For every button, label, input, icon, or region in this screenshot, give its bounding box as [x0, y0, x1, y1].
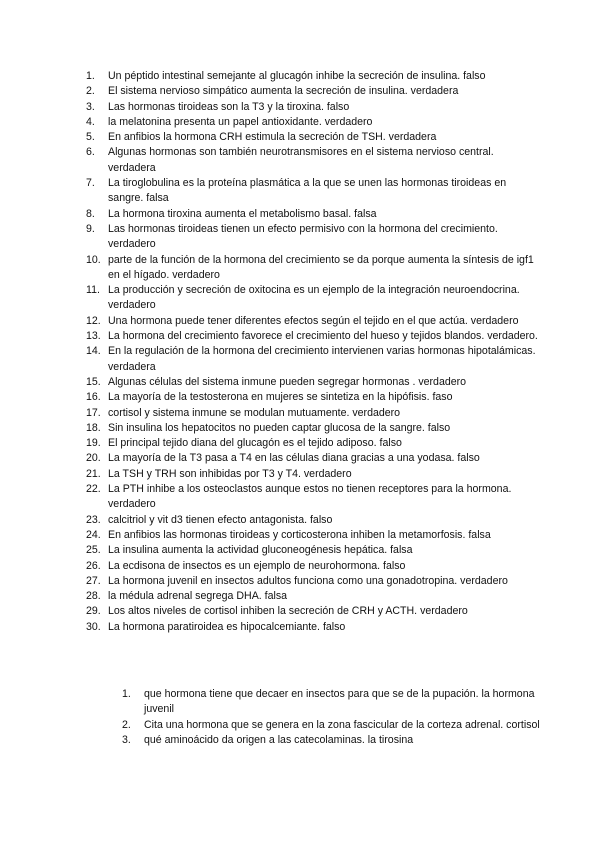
list-item-text: La mayoría de la T3 pasa a T4 en las células diana gracias a una yodasa. falso [108, 452, 480, 465]
statement-item [86, 145, 538, 176]
list-item-number: 30. [86, 620, 101, 633]
list-item-text: que hormona tiene que decaer en insectos para que se de la pupación. la hormona juvenil [144, 688, 535, 716]
statement-item [86, 604, 538, 619]
list-item-number: 27. [86, 574, 101, 587]
statement-item [86, 421, 538, 436]
list-item-text: El principal tejido diana del glucagón es el tejido adiposo. falso [108, 437, 402, 450]
list-item-text: La producción y secreción de oxitocina es un ejemplo de la integración neuroendocrina. verdadero [108, 284, 520, 312]
list-item-number: 2. [86, 85, 95, 98]
list-item-number: 16. [86, 391, 101, 404]
list-item-text: Las hormonas tiroideas tienen un efecto permisivo con la hormona del crecimiento. verdadero [108, 222, 498, 251]
list-item-number: 28. [86, 590, 101, 603]
list-item-text: Sin insulina los hepatocitos no pueden captar glucosa de la sangre. falso [108, 421, 451, 434]
statement-item [86, 283, 538, 314]
statement-item [86, 69, 538, 84]
list-item-text: La hormona paratiroidea es hipocalcemiante. falso [108, 620, 346, 633]
statement-item [86, 513, 538, 528]
list-item-text: En anfibios la hormona CRH estimula la secreción de TSH. verdadera [108, 131, 437, 144]
statement-item [86, 406, 538, 421]
list-item-text: qué aminoácido da origen a las catecolaminas. la tirosina [144, 733, 414, 746]
statement-item [86, 207, 538, 222]
list-item-text: La insulina aumenta la actividad gluconeogénesis hepática. falsa [108, 544, 413, 557]
list-item-text: La hormona tiroxina aumenta el metabolismo basal. falsa [108, 207, 377, 220]
list-item-number: 6. [86, 146, 95, 159]
list-item-text: El sistema nervioso simpático aumenta la secreción de insulina. verdadera [108, 85, 459, 98]
list-item-number: 1. [122, 688, 131, 700]
list-item-text: La tiroglobulina es la proteína plasmática a la que se unen las hormonas tiroideas en sangre. falsa [108, 177, 507, 205]
list-item-text: cortisol y sistema inmune se modulan mutuamente. verdadero [108, 406, 401, 419]
list-item-number: 9. [86, 222, 95, 235]
list-item-number: 25. [86, 544, 101, 557]
statement-item [86, 574, 538, 589]
list-item-text: La TSH y TRH son inhibidas por T3 y T4. verdadero [108, 467, 352, 480]
statement-item [86, 115, 538, 130]
statement-item [86, 559, 538, 574]
list-item-number: 5. [86, 131, 95, 144]
list-item-number: 2. [122, 718, 131, 731]
list-item-number: 11. [86, 284, 100, 297]
list-item-text: Un péptido intestinal semejante al glucagón inhibe la secreción de insulina. falso [108, 70, 486, 82]
question-item [122, 718, 542, 733]
list-item-number: 21. [86, 467, 101, 480]
list-item-number: 7. [86, 177, 95, 190]
list-item-text: Algunas células del sistema inmune pueden segregar hormonas . verdadero [108, 375, 467, 388]
statement-item [86, 451, 538, 466]
question-item [122, 687, 542, 718]
list-item-text: La hormona del crecimiento favorece el crecimiento del hueso y tejidos blandos. verdadero. [108, 330, 538, 343]
list-item-text: parte de la función de la hormona del crecimiento se da porque aumenta la síntesis de igf1 en el hígado. verdadero [108, 253, 534, 281]
list-item-number: 1. [86, 70, 95, 82]
list-item-number: 23. [86, 513, 101, 526]
list-item-number: 8. [86, 207, 95, 220]
list-item-number: 26. [86, 559, 101, 572]
list-item-text: Cita una hormona que se genera en la zona fascicular de la corteza adrenal. cortisol [144, 718, 540, 731]
list-item-text: La mayoría de la testosterona en mujeres se sintetiza en la hipófisis. faso [108, 391, 453, 404]
list-item-text: la médula adrenal segrega DHA. falsa [108, 590, 288, 603]
list-item-number: 12. [86, 314, 101, 327]
list-item-number: 3. [86, 100, 95, 113]
list-item-number: 24. [86, 528, 101, 541]
list-item-text: En anfibios las hormonas tiroideas y corticosterona inhiben la metamorfosis. falsa [108, 528, 491, 541]
statement-item [86, 589, 538, 604]
list-item-text: La PTH inhibe a los osteoclastos aunque estos no tienen receptores para la hormona. verdadero [108, 483, 512, 511]
statement-item [86, 375, 538, 390]
statement-item [86, 130, 538, 145]
statement-item [86, 176, 538, 207]
statement-item [86, 100, 538, 115]
statement-item [86, 436, 538, 451]
list-item-number: 29. [86, 605, 101, 618]
questions-list [122, 687, 542, 748]
list-item-text: La ecdisona de insectos es un ejemplo de neurohormona. falso [108, 559, 406, 572]
list-item-number: 3. [122, 733, 131, 746]
list-item-number: 15. [86, 375, 101, 388]
list-item-number: 18. [86, 421, 101, 434]
list-item-number: 13. [86, 330, 101, 343]
list-item-text: Las hormonas tiroideas son la T3 y la tiroxina. falso [108, 100, 350, 113]
statement-item [86, 344, 538, 375]
statement-item [86, 329, 538, 344]
list-item-text: calcitriol y vit d3 tienen efecto antagonista. falso [108, 513, 333, 526]
statement-item [86, 314, 538, 329]
list-item-text: La hormona juvenil en insectos adultos funciona como una gonadotropina. verdadero [108, 574, 508, 587]
statement-item [86, 543, 538, 558]
list-item-text: Los altos niveles de cortisol inhiben la secreción de CRH y ACTH. verdadero [108, 605, 468, 618]
list-item-text: Algunas hormonas son también neurotransmisores en el sistema nervioso central. verdadera [108, 146, 494, 174]
question-item [122, 733, 542, 748]
true-false-list [86, 69, 538, 635]
list-item-text: la melatonina presenta un papel antioxidante. verdadero [108, 115, 373, 128]
statement-item [86, 84, 538, 99]
list-item-number: 14. [86, 345, 101, 358]
statement-item [86, 528, 538, 543]
statement-item [86, 222, 538, 253]
list-item-number: 17. [86, 406, 101, 419]
statement-item [86, 390, 538, 405]
list-item-number: 4. [86, 115, 95, 128]
statement-item [86, 467, 538, 482]
statement-item [86, 482, 538, 513]
list-item-number: 20. [86, 452, 101, 465]
list-item-number: 10. [86, 253, 101, 266]
list-item-number: 19. [86, 437, 101, 450]
list-item-number: 22. [86, 483, 101, 496]
list-item-text: Una hormona puede tener diferentes efectos según el tejido en el que actúa. verdadero [108, 314, 519, 327]
statement-item [86, 253, 538, 284]
statement-item [86, 620, 538, 635]
list-item-text: En la regulación de la hormona del crecimiento intervienen varias hormonas hipotalámicas. verdadera [108, 345, 536, 373]
